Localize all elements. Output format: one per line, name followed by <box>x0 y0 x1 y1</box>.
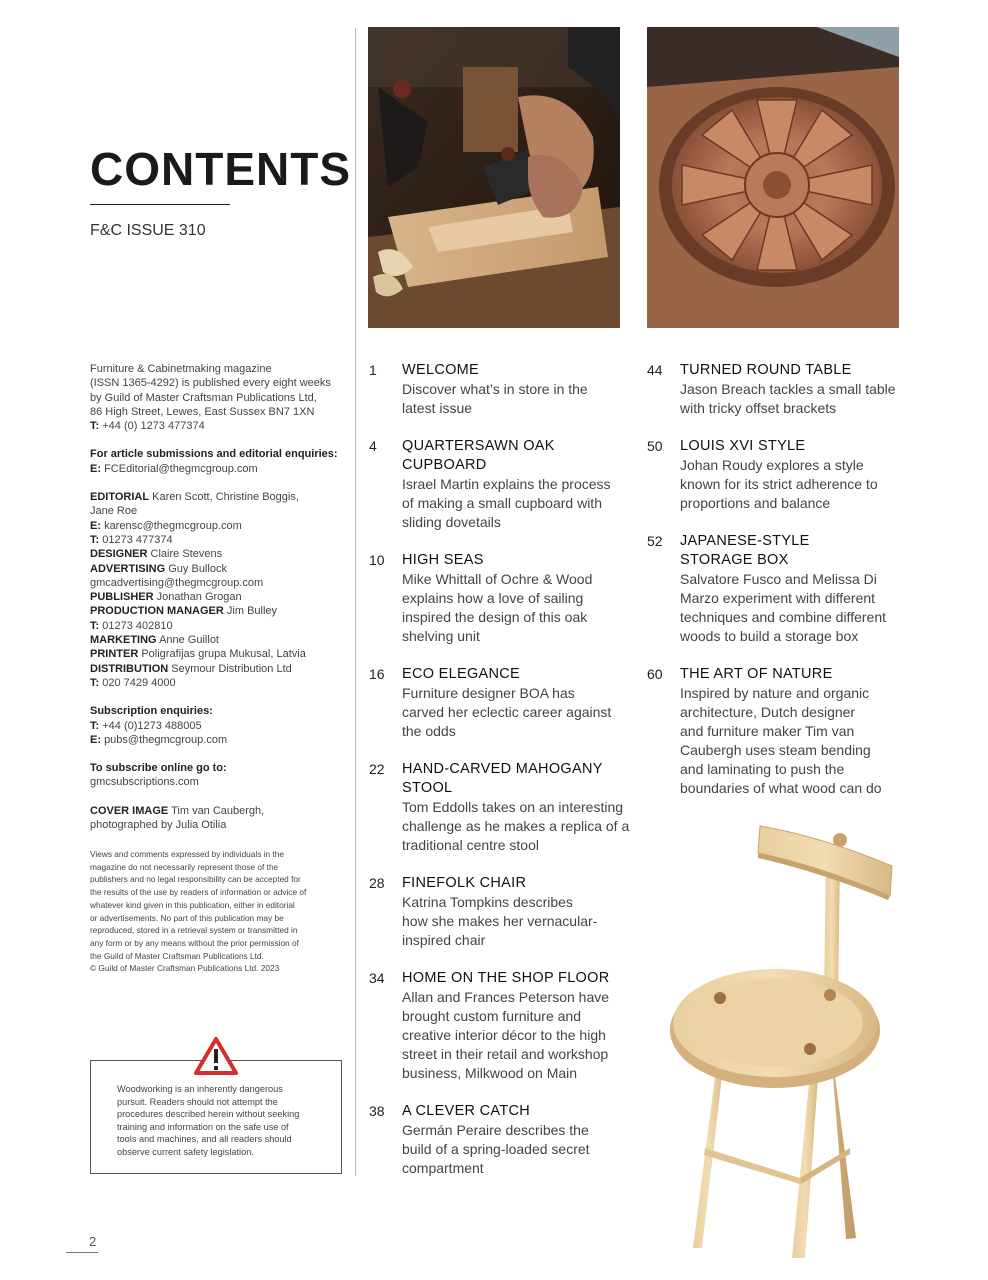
editorial-names: Karen Scott, Christine Boggis, <box>152 491 299 504</box>
toc-title: WELCOME <box>402 362 480 378</box>
toc-description: Inspired by nature and organic <box>680 685 870 701</box>
article-email[interactable]: FCEditorial@thegmcgroup.com <box>104 462 258 475</box>
toc-description: with tricky offset brackets <box>680 400 837 416</box>
disclaimer-line: © Guild of Master Craftsman Publications Ltd. 2023 <box>90 963 280 974</box>
toc-description: explains how a love of sailing <box>402 590 584 606</box>
toc-right-column <box>647 362 907 802</box>
toc-description: woods to build a storage box <box>680 628 859 644</box>
article-heading: For article submissions and editorial enquiries: <box>90 448 338 461</box>
toc-description: proportions and balance <box>680 495 831 511</box>
advertising-name: Guy Bullock <box>168 562 227 575</box>
disclaimer-line: any form or by any means without the prior permission of <box>90 937 299 948</box>
toc-page-number: 4 <box>369 438 377 454</box>
subscription-url[interactable]: gmcsubscriptions.com <box>90 776 199 789</box>
toc-description: shelving unit <box>402 628 480 644</box>
toc-title: QUARTERSAWN OAK <box>402 438 555 454</box>
toc-title: THE ART OF NATURE <box>680 666 833 682</box>
tel-label: T: <box>90 676 100 689</box>
carved-rosette-photo <box>647 27 899 328</box>
toc-description: brought custom furniture and <box>402 1008 581 1024</box>
toc-title: CUPBOARD <box>402 457 487 473</box>
wooden-chair-image <box>660 818 960 1263</box>
warning-line: Woodworking is an inherently dangerous <box>117 1084 283 1094</box>
toc-description: traditional centre stool <box>402 837 539 853</box>
toc-title: LOUIS XVI STYLE <box>680 438 806 454</box>
toc-title: TURNED ROUND TABLE <box>680 362 852 378</box>
editorial-telephone: 01273 477374 <box>102 533 173 546</box>
email-label: E: <box>90 733 101 746</box>
toc-page-number: 52 <box>647 533 663 549</box>
disclaimer-line: magazine do not necessarily represent those of the <box>90 861 279 872</box>
imprint <box>90 362 345 846</box>
toc-description: known for its strict adherence to <box>680 476 878 492</box>
toc-description: of making a small cupboard with <box>402 495 602 511</box>
toc-description: Israel Martin explains the process <box>402 476 611 492</box>
toc-title: HAND-CARVED MAHOGANY <box>402 761 603 777</box>
toc-description: carved her eclectic career against <box>402 704 612 720</box>
email-label: E: <box>90 462 101 475</box>
warning-triangle-icon <box>193 1036 239 1076</box>
distribution-label: DISTRIBUTION <box>90 662 169 675</box>
toc-page-number: 44 <box>647 362 663 378</box>
toc-description: Johan Roudy explores a style <box>680 457 864 473</box>
toc-title: STORAGE BOX <box>680 552 789 568</box>
toc-page-number: 1 <box>369 362 377 378</box>
marketing-name: Anne Guillot <box>159 634 219 647</box>
publisher-name: Jonathan Grogan <box>156 591 242 604</box>
disclaimer-line: the results of the use by readers of information or advice of <box>90 887 307 898</box>
imprint-intro-line: Furniture & Cabinetmaking magazine <box>90 363 272 375</box>
cover-credit-cont: photographed by Julia Otilia <box>90 819 227 832</box>
toc-title: A CLEVER CATCH <box>402 1103 531 1119</box>
toc-description: techniques and combine different <box>680 609 886 625</box>
toc-title: ECO ELEGANCE <box>402 666 521 682</box>
toc-description: inspired the design of this oak <box>402 609 588 625</box>
editorial-email[interactable]: karensc@thegmcgroup.com <box>104 519 242 532</box>
tel-label: T: <box>90 619 100 632</box>
issue-label: F&C ISSUE 310 <box>90 222 206 239</box>
toc-page-number: 10 <box>369 552 385 568</box>
toc-title: FINEFOLK CHAIR <box>402 875 527 891</box>
advertising-email[interactable]: gmcadvertising@thegmcgroup.com <box>90 576 264 589</box>
toc-description: Katrina Tompkins describes <box>402 894 573 910</box>
tel-label: T: <box>90 719 100 732</box>
editorial-names-cont: Jane Roe <box>90 505 138 518</box>
warning-line: tools and machines, and all readers should <box>117 1134 292 1144</box>
warning-line: observe current safety legislation. <box>117 1146 254 1157</box>
disclaimer-line: the Guild of Master Craftsman Publications Ltd. <box>90 950 264 961</box>
toc-description: Tom Eddolls takes on an interesting <box>402 799 624 815</box>
toc-title: HIGH SEAS <box>402 552 484 568</box>
publisher-label: PUBLISHER <box>90 591 154 604</box>
toc-description: Caubergh uses steam bending <box>680 742 871 758</box>
page-title: CONTENTS <box>90 143 351 195</box>
subscription-heading: Subscription enquiries: <box>90 705 213 718</box>
subscription-email[interactable]: pubs@thegmcgroup.com <box>104 733 228 746</box>
toc-description: challenge as he makes a replica of a <box>402 818 630 834</box>
toc-page-number: 28 <box>369 875 385 891</box>
production-name: Jim Bulley <box>226 605 278 618</box>
toc-description: sliding dovetails <box>402 514 501 530</box>
marketing-label: MARKETING <box>90 634 157 647</box>
toc-description: Furniture designer BOA has <box>402 685 575 701</box>
email-label: E: <box>90 519 101 532</box>
toc-left-column <box>369 362 629 1182</box>
page-number-rule <box>66 1252 98 1253</box>
imprint-intro-line: by Guild of Master Craftsman Publications Ltd, <box>90 391 317 404</box>
toc-description: creative interior décor to the high <box>402 1027 606 1043</box>
designer-name: Claire Stevens <box>150 548 223 561</box>
column-divider <box>355 28 356 1176</box>
toc-description: Mike Whittall of Ochre & Wood <box>402 571 593 587</box>
disclaimer-line: whatever kind given in this publication, either in editorial <box>90 899 295 910</box>
toc-description: boundaries of what wood can do <box>680 780 882 796</box>
cover-label: COVER IMAGE <box>90 804 169 817</box>
toc-description: Jason Breach tackles a small table <box>680 381 896 397</box>
tel-label: T: <box>90 533 100 546</box>
editorial-label: EDITORIAL <box>90 491 150 504</box>
disclaimer-line: reproduced, stored in a retrieval system or transmitted in <box>90 925 298 936</box>
toc-title: STOOL <box>402 780 453 796</box>
toc-description: compartment <box>402 1160 484 1176</box>
toc-page-number: 50 <box>647 438 663 454</box>
disclaimer-line: Views and comments expressed by individuals in the <box>90 849 285 859</box>
toc-description: Discover what’s in store in the <box>402 381 588 397</box>
toc-title: HOME ON THE SHOP FLOOR <box>402 970 610 986</box>
warning-line: pursuit. Readers should not attempt the <box>117 1096 278 1107</box>
toc-description: the odds <box>402 723 456 739</box>
disclaimer-line: publishers and no legal responsibility can be accepted for <box>90 874 301 885</box>
distribution-telephone: 020 7429 4000 <box>102 676 176 689</box>
toc-description: Marzo experiment with different <box>680 590 876 606</box>
production-telephone: 01273 402810 <box>102 619 173 632</box>
tel-label: T: <box>90 420 100 433</box>
hand-plane-photo <box>368 27 620 328</box>
warning-line: training and information on the safe use of <box>117 1121 289 1132</box>
title-underline <box>90 204 230 205</box>
printer-label: PRINTER <box>90 648 139 661</box>
online-heading: To subscribe online go to: <box>90 762 227 775</box>
advertising-label: ADVERTISING <box>90 562 166 575</box>
warning-line: procedures described herein without seeking <box>117 1109 300 1119</box>
page-number: 2 <box>89 1234 97 1249</box>
toc-description: Allan and Frances Peterson have <box>402 989 610 1005</box>
toc-page-number: 60 <box>647 666 663 682</box>
production-label: PRODUCTION MANAGER <box>90 605 224 618</box>
disclaimer-line: or advertisements. No part of this publication may be <box>90 912 284 923</box>
toc-description: and furniture maker Tim van <box>680 723 855 739</box>
toc-description: Salvatore Fusco and Melissa Di <box>680 571 877 587</box>
imprint-intro-line: (ISSN 1365-4292) is published every eight weeks <box>90 377 331 390</box>
imprint-intro-line: 86 High Street, Lewes, East Sussex BN7 1XN <box>90 405 315 418</box>
legal-disclaimer <box>90 848 345 975</box>
distribution-name: Seymour Distribution Ltd <box>171 662 292 675</box>
designer-label: DESIGNER <box>90 548 148 561</box>
toc-page-number: 16 <box>369 666 385 682</box>
toc-description: Germán Peraire describes the <box>402 1122 589 1138</box>
toc-description: build of a spring-loaded secret <box>402 1141 590 1157</box>
toc-description: inspired chair <box>402 932 486 948</box>
toc-description: latest issue <box>402 400 473 416</box>
toc-title: JAPANESE-STYLE <box>680 533 810 549</box>
cover-credit: Tim van Caubergh, <box>171 804 265 817</box>
main-telephone: +44 (0) 1273 477374 <box>102 420 205 433</box>
toc-page-number: 22 <box>369 761 385 777</box>
toc-description: street in their retail and workshop <box>402 1046 609 1062</box>
toc-page-number: 38 <box>369 1103 385 1119</box>
toc-description: architecture, Dutch designer <box>680 704 856 720</box>
toc-description: business, Milkwood on Main <box>402 1065 578 1081</box>
toc-page-number: 34 <box>369 970 385 986</box>
safety-warning-text <box>117 1083 327 1158</box>
printer-name: Poligrafijas grupa Mukusal, Latvia <box>141 648 306 661</box>
toc-description: how she makes her vernacular- <box>402 913 598 929</box>
toc-description: and laminating to push the <box>680 761 845 777</box>
subscription-telephone: +44 (0)1273 488005 <box>102 719 202 732</box>
